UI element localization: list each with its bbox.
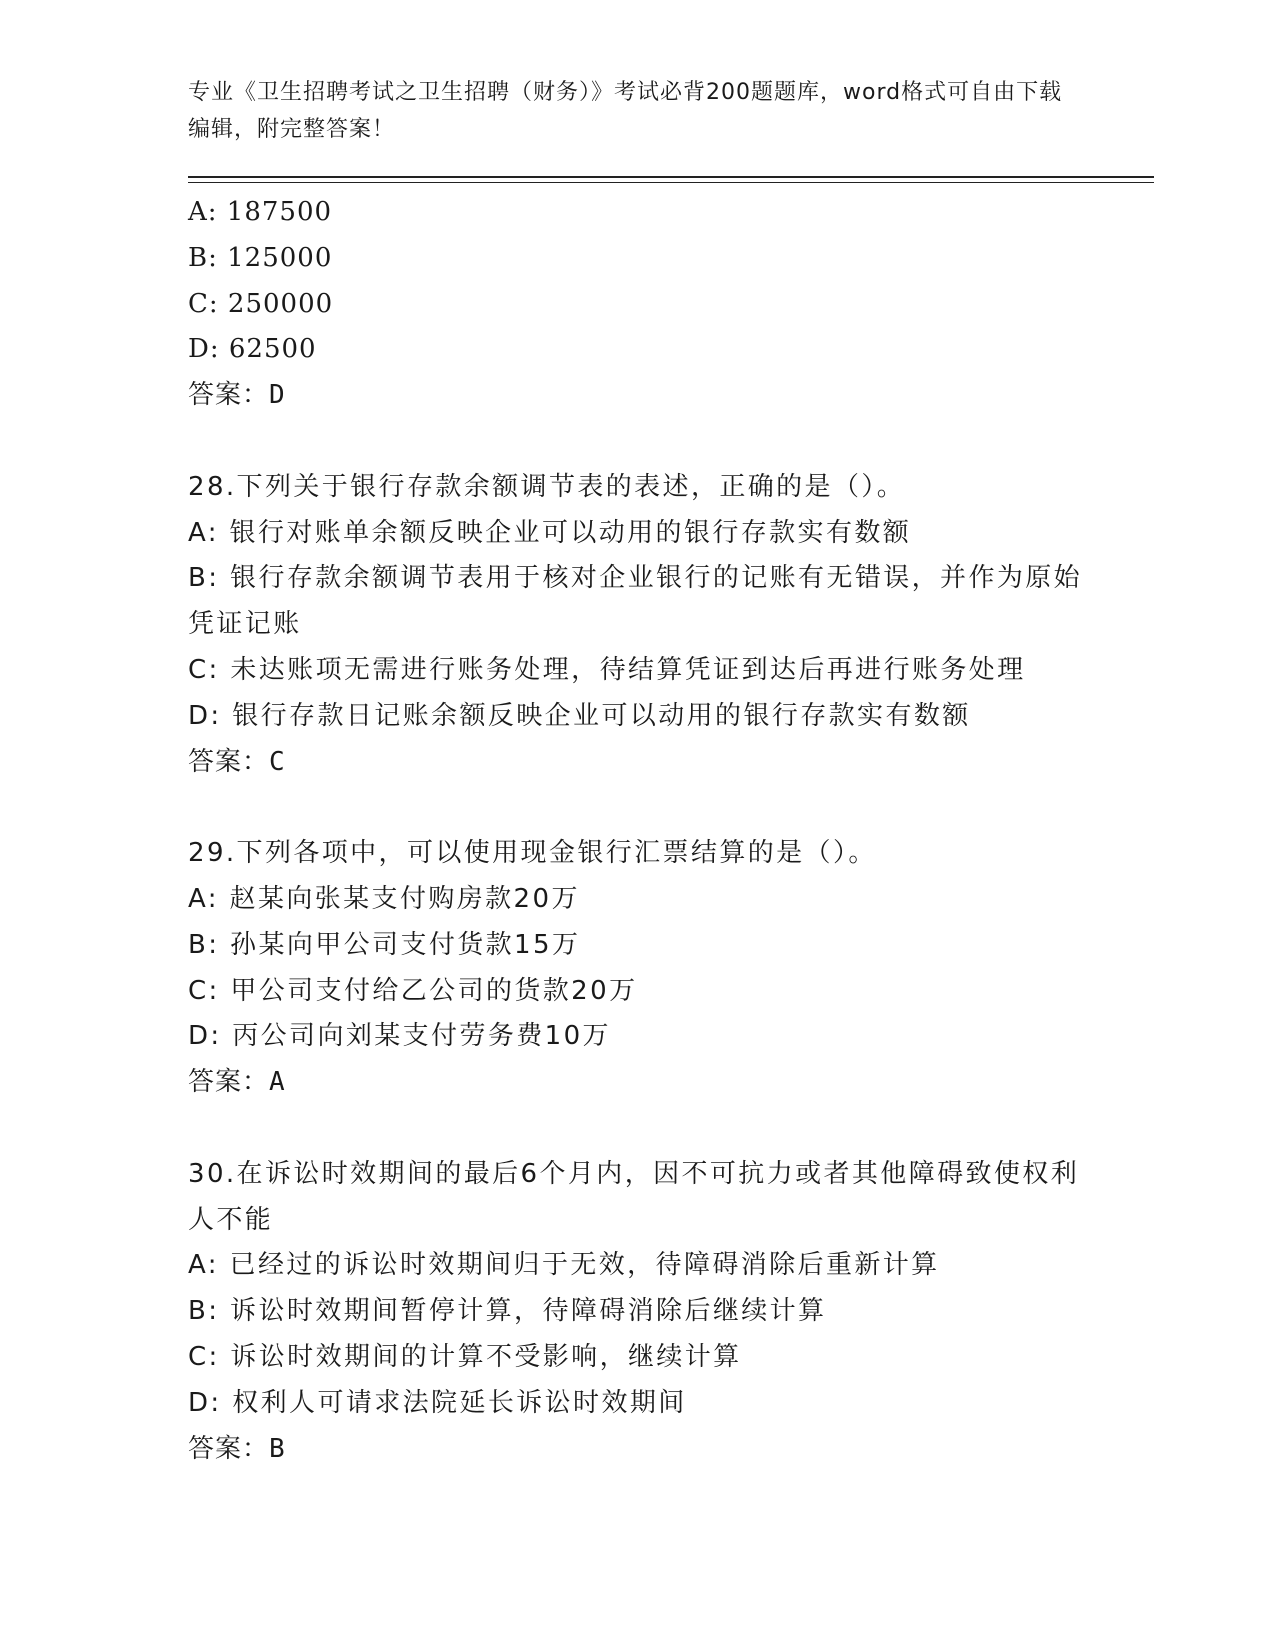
option-a: A: 银行对账单余额反映企业可以动用的银行存款实有数额 <box>188 517 912 548</box>
header-divider-thick <box>188 176 1154 178</box>
answer-line: 答案：D <box>188 380 286 411</box>
previous-question <box>188 190 1088 419</box>
option-b: B: 孙某向甲公司支付货款15万 <box>188 929 581 960</box>
spacer <box>188 1106 1088 1152</box>
option-c: C: 诉讼时效期间的计算不受影响，继续计算 <box>188 1341 742 1372</box>
option-a: A: 187500 <box>188 197 333 227</box>
option-c: C: 甲公司支付给乙公司的货款20万 <box>188 975 638 1006</box>
page-header: 专业《卫生招聘考试之卫生招聘（财务）》考试必背200题题库，word格式可自由下载编辑，附完整答案！ <box>188 80 1063 142</box>
option-b: B: 银行存款余额调节表用于核对企业银行的记账有无错误，并作为原始凭证记账 <box>188 563 1083 640</box>
option-a: A: 已经过的诉讼时效期间归于无效，待障碍消除后重新计算 <box>188 1250 940 1281</box>
question-28 <box>188 465 1088 786</box>
question-stem: 29.下列各项中，可以使用现金银行汇票结算的是（）。 <box>188 838 877 869</box>
option-d: D: 银行存款日记账余额反映企业可以动用的银行存款实有数额 <box>188 700 971 731</box>
question-29 <box>188 831 1088 1106</box>
answer-line: 答案：C <box>188 746 286 777</box>
option-b: B: 125000 <box>188 242 333 273</box>
option-a: A: 赵某向张某支付购房款20万 <box>188 883 580 914</box>
answer-line: 答案：A <box>188 1067 286 1098</box>
option-d: D: 62500 <box>188 334 317 365</box>
question-content <box>188 190 1088 1472</box>
option-d: D: 丙公司向刘某支付劳务费10万 <box>188 1021 611 1052</box>
option-b: B: 诉讼时效期间暂停计算，待障碍消除后继续计算 <box>188 1296 827 1327</box>
question-stem: 30.在诉讼时效期间的最后6个月内，因不可抗力或者其他障碍致使权利人不能 <box>188 1158 1080 1235</box>
spacer <box>188 785 1088 831</box>
question-30 <box>188 1152 1088 1473</box>
option-c: C: 250000 <box>188 288 334 319</box>
question-stem: 28.下列关于银行存款余额调节表的表述，正确的是（）。 <box>188 471 906 502</box>
header-divider-thin <box>188 182 1154 183</box>
option-d: D: 权利人可请求法院延长诉讼时效期间 <box>188 1387 687 1418</box>
answer-line: 答案：B <box>188 1433 286 1464</box>
spacer <box>188 419 1088 465</box>
option-c: C: 未达账项无需进行账务处理，待结算凭证到达后再进行账务处理 <box>188 654 1026 685</box>
